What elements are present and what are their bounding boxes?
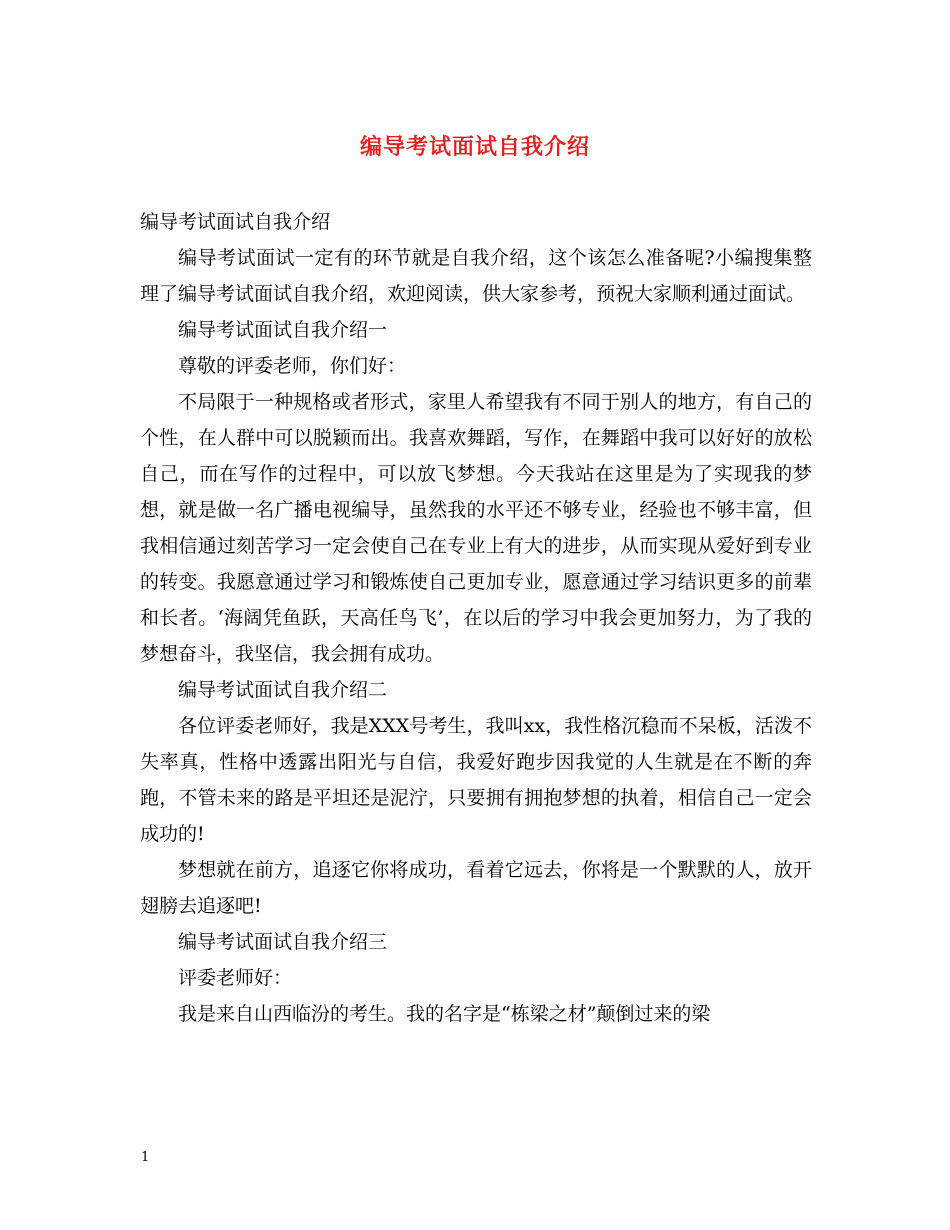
paragraph: 各位评委老师好，我是XXX号考生，我叫xx，我性格沉稳而不呆板，活泼不失率真，性格中透露出阳光与自信，我爱好跑步因我觉的人生就是在不断的奔跑，不管未来的路是平坦还是泥泞，只要拥有拥抱梦想的执着，相信自己一定会成功的! <box>140 715 812 845</box>
section-heading: 编导考试面试自我介绍一 <box>178 319 388 341</box>
document-title: 编导考试面试自我介绍 <box>359 134 590 160</box>
paragraph: 编导考试面试一定有的环节就是自我介绍，这个该怎么准备呢?小编搜集整理了编导考试面试自我介绍，欢迎阅读，供大家参考，预祝大家顺利通过面试。 <box>140 247 812 305</box>
paragraph: 我是来自山西临汾的考生。我的名字是“栋梁之材”颠倒过来的梁 <box>178 1003 711 1025</box>
paragraph: 不局限于一种规格或者形式，家里人希望我有不同于别人的地方，有自己的个性，在人群中可以脱颖而出。我喜欢舞蹈，写作，在舞蹈中我可以好好的放松自己，而在写作的过程中，可以放飞梦想。今天我站在这里是为了实现我的梦想，就是做一名广播电视编导，虽然我的水平还不够专业，经验也不够丰富，但我相信通过刻苦学习一定会使自己在专业上有大的进步，从而实现从爱好到专业的转变。我愿意通过学习和锻炼使自己更加专业，愿意通过学习结识更多的前辈和长者。‘海阔凭鱼跃，天高任鸟飞’，在以后的学习中我会更加努力，为了我的梦想奋斗，我坚信，我会拥有成功。 <box>140 391 812 665</box>
page-number: 1 <box>141 1150 150 1165</box>
section-heading: 编导考试面试自我介绍二 <box>178 679 388 701</box>
paragraph: 梦想就在前方，追逐它你将成功，看着它远去，你将是一个默默的人，放开翅膀去追逐吧! <box>140 859 812 917</box>
paragraph: 尊敬的评委老师，你们好： <box>178 355 407 377</box>
paragraph: 编导考试面试自我介绍 <box>140 211 331 233</box>
section-heading: 编导考试面试自我介绍三 <box>178 931 388 953</box>
document-body <box>140 204 812 1032</box>
paragraph: 评委老师好： <box>178 967 293 989</box>
